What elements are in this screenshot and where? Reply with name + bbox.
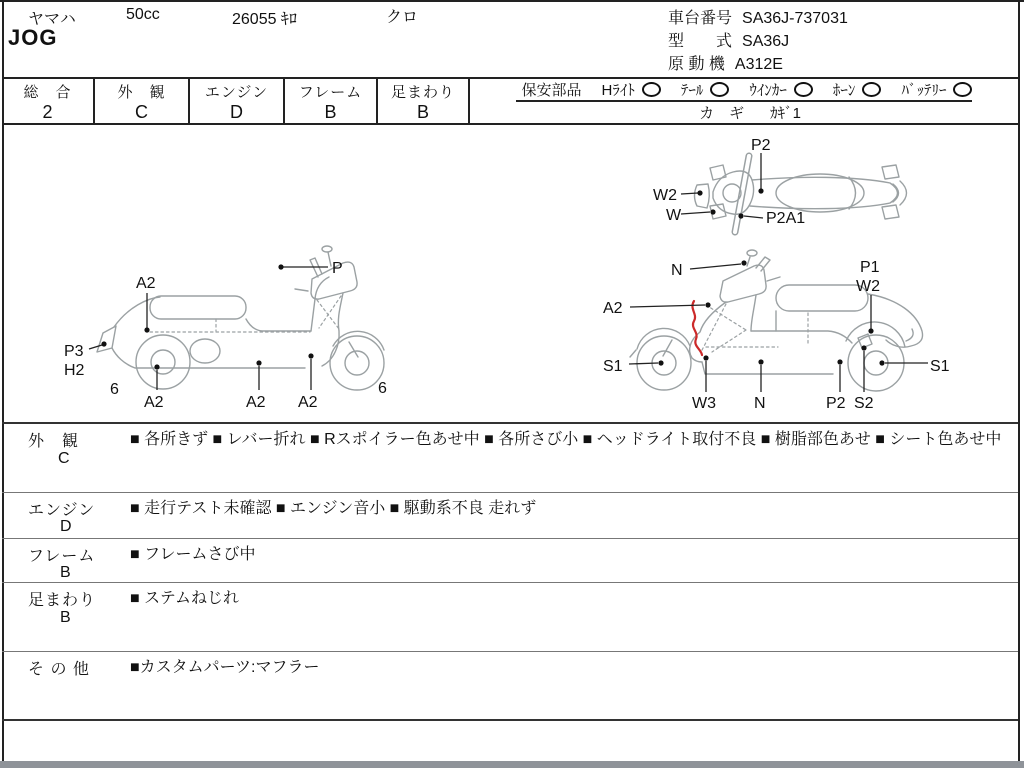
front-wheel [330, 336, 384, 390]
rear-flap-left [882, 165, 899, 179]
section-undercarriage-label: 足まわり [28, 592, 97, 609]
section-engine-label: エンジン [28, 502, 96, 519]
section-engine-grade: D [60, 518, 72, 535]
floor-line [246, 319, 311, 331]
label-p2-top: P2 [751, 137, 771, 154]
label-n-mirror: N [671, 262, 683, 279]
section-exterior-grade: C [58, 450, 70, 467]
type-label: 型 式 [668, 33, 733, 50]
mirror [747, 250, 757, 256]
diagram-labels [64, 137, 950, 412]
tail-tip [97, 326, 116, 352]
label-p1: P1 [860, 259, 880, 276]
rear-wheel [136, 335, 190, 389]
key-value: ｶｷﾞ1 [770, 105, 801, 122]
headlamp-top [723, 184, 741, 202]
grade-cell-exterior: 外 観 C [95, 79, 190, 123]
grade-cell-overall: 総 合 2 [2, 79, 95, 123]
divider [2, 422, 1018, 424]
grade-cell-undercarriage: 足まわり B [378, 79, 470, 123]
displacement: 50cc [126, 6, 160, 23]
section-undercarriage-text: ■ ステムねじれ [130, 590, 239, 607]
label-n-floor: N [754, 395, 766, 412]
engine-value: A312E [734, 56, 783, 73]
chassis-label: 車台番号 [668, 10, 733, 27]
label-h2-left: H2 [64, 362, 85, 379]
label-6-right: 6 [378, 380, 387, 397]
label-a2-shield: A2 [603, 300, 623, 317]
body-bottom [702, 362, 833, 374]
label-w3: W3 [692, 395, 716, 412]
label-p2-rear: P2 [826, 395, 846, 412]
section-other-label: そ の 他 [28, 661, 90, 678]
section-exterior-text: ■ 各所きず ■ レバー折れ ■ Rスポイラー色あせ中 ■ 各所さび小 ■ ヘッドライト取付不良 ■ 樹脂部色あせ ■ シート色あせ中 [130, 431, 1002, 448]
label-a2-front: A2 [298, 394, 318, 411]
brake-lever [767, 277, 780, 281]
label-s1-front: S1 [603, 358, 623, 375]
section-other-text: ■カスタムパーツ:マフラー [130, 659, 320, 676]
type-value: SA36J [742, 33, 790, 50]
label-a2-floor: A2 [246, 394, 266, 411]
section-engine-text: ■ 走行テスト未確認 ■ エンジン音小 ■ 駆動系不良 走れず [130, 500, 537, 517]
safety-item-winker: ｳｲﾝｶｰ [749, 79, 813, 100]
body-bottom [112, 348, 305, 368]
maker-name: ヤマハ [28, 11, 76, 28]
safety-item-tail: ﾃｰﾙ [681, 79, 730, 100]
chassis-value: SA36J-737031 [742, 10, 848, 27]
seat-right [776, 285, 868, 311]
muffler [190, 339, 220, 363]
divider [2, 538, 1018, 539]
pointer-lines [89, 153, 928, 392]
section-undercarriage-grade: B [60, 609, 71, 626]
divider [2, 719, 1018, 721]
engine-label: 原 動 機 [668, 56, 725, 73]
key-label: カ ギ [699, 105, 745, 122]
label-a2-rearwheel: A2 [144, 394, 164, 411]
label-p3-left: P3 [64, 343, 84, 360]
safety-item-horn: ﾎｰﾝ [833, 79, 882, 100]
label-w2-rear: W2 [856, 278, 880, 295]
mirror-left [710, 165, 726, 180]
damage-mark-red [692, 301, 702, 355]
label-s1-rear: S1 [930, 358, 950, 375]
mirror [322, 246, 332, 252]
body-top [750, 177, 898, 208]
label-6-left: 6 [110, 381, 119, 398]
brake-lever [295, 289, 308, 291]
section-frame-text: ■ フレームさび中 [130, 546, 256, 563]
grade-cell-frame: フレーム B [285, 79, 378, 123]
front-fender-top [695, 184, 710, 208]
section-exterior-label: 外 観 [28, 433, 80, 450]
rear-body [868, 294, 923, 347]
label-w-top: W [666, 207, 682, 224]
safety-item-headlight: Hﾗｲﾄ [602, 79, 661, 100]
divider [2, 492, 1018, 493]
safety-parts-label: 保安部品 [521, 82, 582, 99]
handle-pod [720, 265, 766, 302]
label-p-left: P [332, 260, 343, 277]
divider [2, 582, 1018, 583]
section-frame-label: フレーム [28, 548, 96, 565]
label-s2: S2 [854, 395, 874, 412]
safety-item-battery: ﾊﾞｯﾃﾘｰ [901, 79, 972, 100]
body-color: クロ [386, 9, 419, 26]
model-title: JOG [8, 25, 58, 50]
front-fender [637, 328, 690, 349]
label-a2-left: A2 [136, 275, 156, 292]
section-frame-grade: B [60, 564, 71, 581]
grade-cell-engine: エンジン D [190, 79, 285, 123]
rear-flap-right [882, 205, 899, 219]
seat-left [150, 296, 246, 319]
mileage: 26055 ｷﾛ [232, 11, 297, 28]
divider [2, 651, 1018, 652]
label-w2-top: W2 [653, 187, 677, 204]
label-p2a1-top: P2A1 [766, 210, 806, 227]
